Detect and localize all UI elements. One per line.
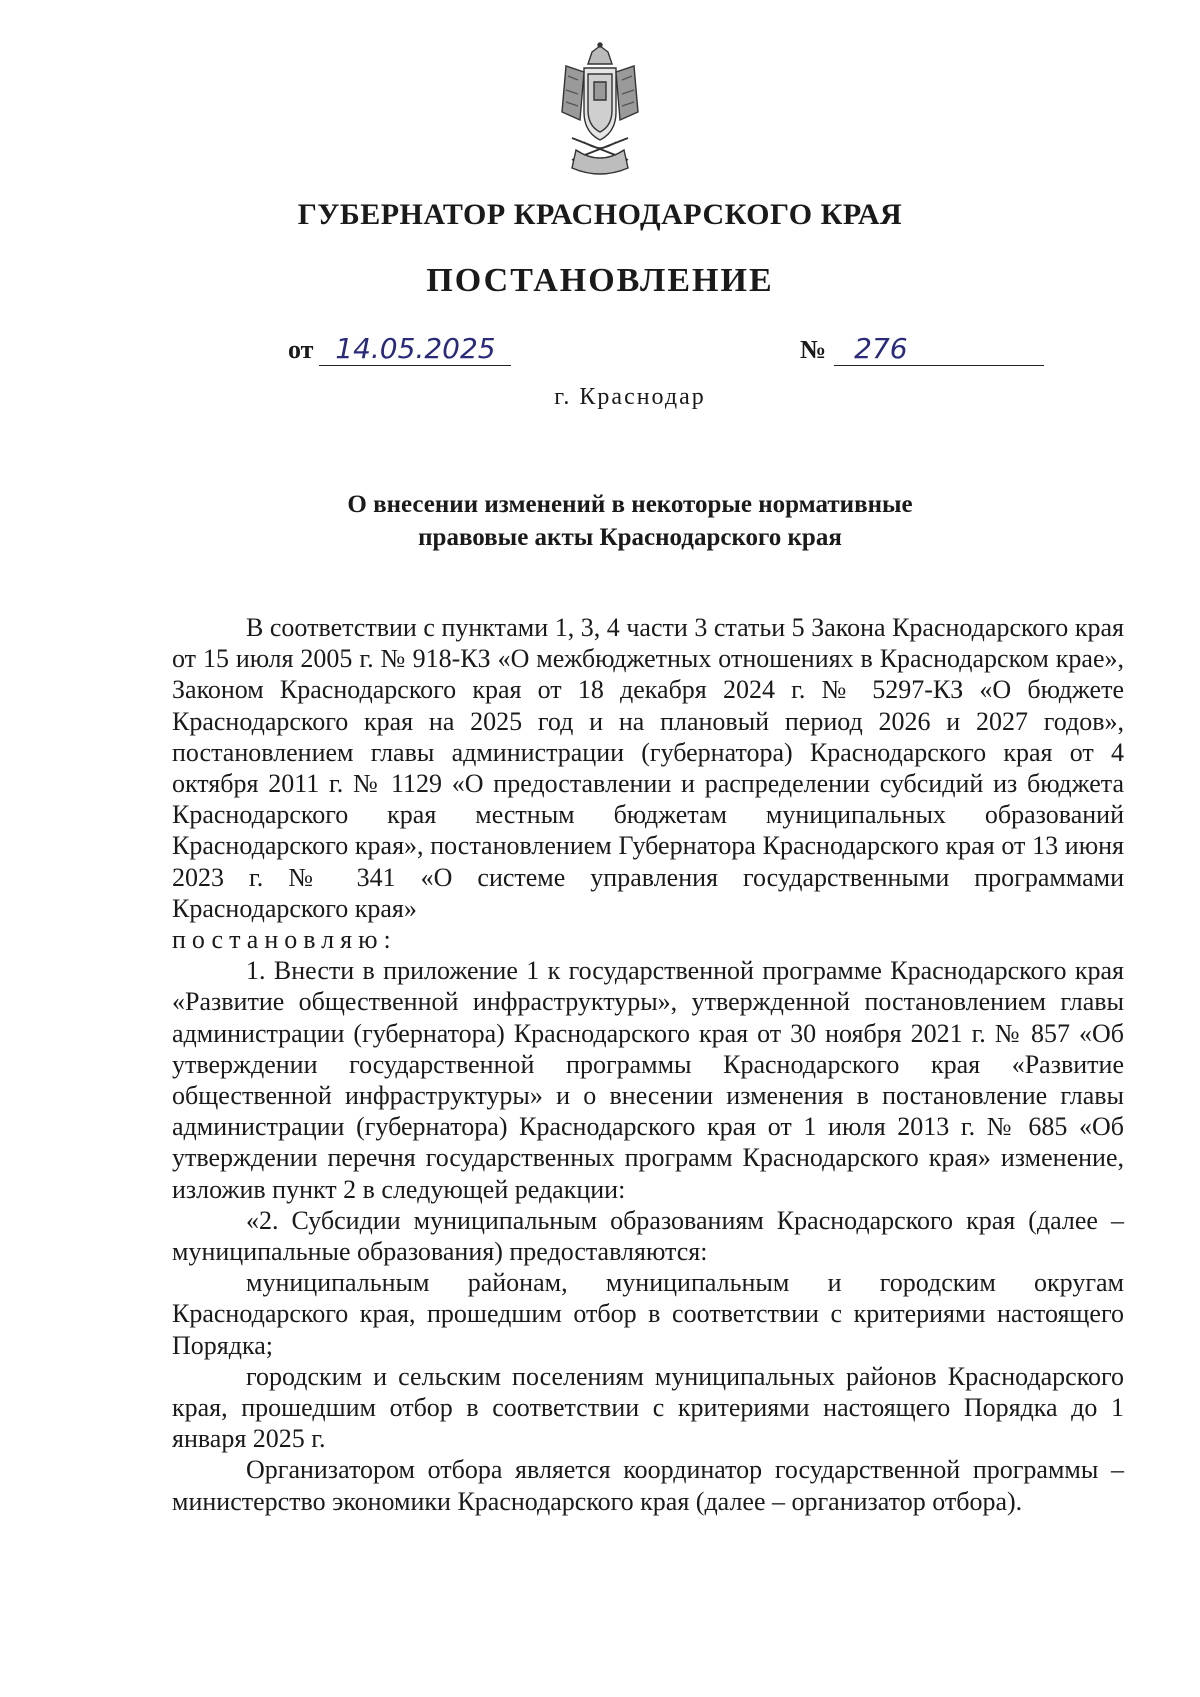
paragraph-settlements: городским и сельским поселениям муниципальных районов Краснодарского края, прошедшим отбор в соответствии с критериями настоящего Порядка до 1 января 2025 г. (172, 1361, 1124, 1454)
decree-word: постановляю: (172, 925, 397, 955)
date-line (288, 332, 511, 366)
number-line (800, 332, 1044, 366)
document-title (200, 488, 1000, 554)
paragraph-item-1: 1. Внести в приложение 1 к государственной программе Краснодарского края «Развитие общественной инфраструктуры», утвержденной постановлением главы администрации (губернатора) Краснодарского края от 30 ноября 2021 г. № 857 «Об утверждении государственной программы Краснодарского края «Развитие общественной инфраструктуры» и о внесении изменения в постановление главы администрации (губернатора) Краснодарского края от 1 июля 2013 г. № 685 «Об утверждении перечня государственных программ Краснодарского края» изменение, изложив пункт 2 в следующей редакции: (172, 956, 1124, 1204)
paragraph-organizer: Организатором отбора является координатор государственной программы – министерство экономики Краснодарского края (далее – организатор отбора). (172, 1455, 1124, 1516)
issuing-authority: ГУБЕРНАТОР КРАСНОДАРСКОГО КРАЯ (297, 198, 903, 231)
paragraph-item-2: «2. Субсидии муниципальным образованиям Краснодарского края (далее – муниципальные образования) предоставляются: (172, 1205, 1124, 1267)
title-line-2: правовые акты Краснодарского края (418, 524, 842, 551)
handwritten-number: 276 (854, 332, 908, 365)
document-type: ПОСТАНОВЛЕНИЕ (426, 262, 774, 299)
city: г. Краснодар (554, 384, 706, 410)
number-field (834, 332, 1044, 366)
paragraph-districts: муниципальным районам, муниципальным и городским округам Краснодарского края, прошедшим отбор в соответствии с критериями настоящего Порядка; (172, 1268, 1124, 1360)
number-prefix: № (800, 335, 827, 364)
handwritten-date: 14.05.2025 (335, 332, 496, 365)
title-line-1: О внесении изменений в некоторые нормативные (347, 491, 913, 518)
paragraph-decree-word (172, 924, 1124, 955)
coat-of-arms-icon (554, 42, 646, 182)
date-field (319, 332, 511, 366)
date-prefix: от (288, 335, 314, 364)
document-body (172, 612, 1124, 1517)
paragraph-preamble: В соответствии с пунктами 1, 3, 4 части 3 статьи 5 Закона Краснодарского края от 15 июля 2005 г. № 918-КЗ «О межбюджетных отношениях в Краснодарском крае», Законом Краснодарского края от 18 декабря 2024 г. № 5297-КЗ «О бюджете Краснодарского края на 2025 год и на плановый период 2026 и 2027 годов», постановлением главы администрации (губернатора) Краснодарского края от 4 октября 2011 г. № 1129 «О предоставлении и распределении субсидий из бюджета Краснодарского края местным бюджетам муниципальных образований Краснодарского края», постановлением Губернатора Краснодарского края от 13 июня 2023 г. № 341 «О системе управления государственными программами Краснодарского края» (172, 613, 1124, 923)
